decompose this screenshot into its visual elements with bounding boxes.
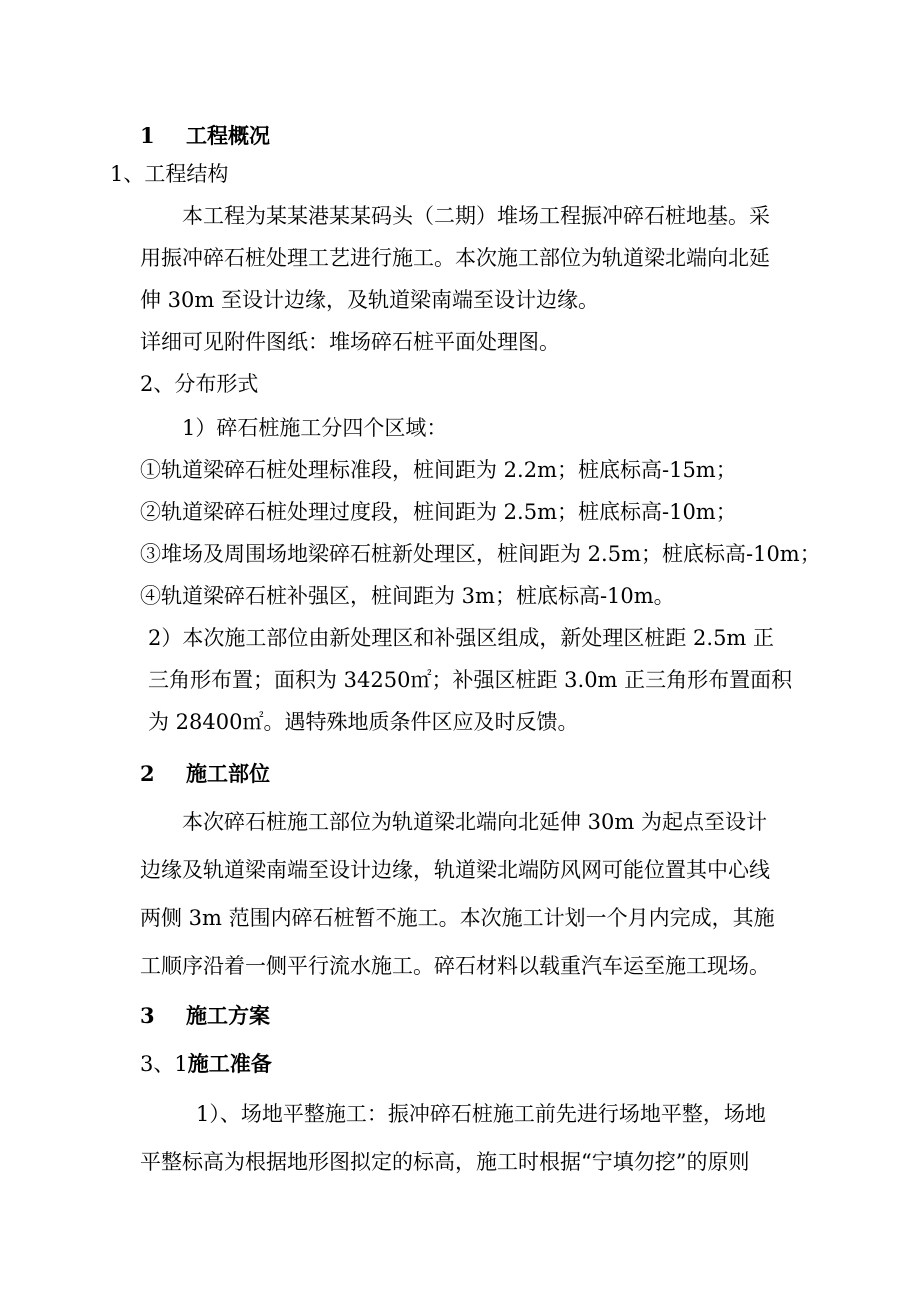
subsection-3-1-title: 施工准备 [187,1051,272,1076]
subsection-3-1-heading [140,1050,272,1078]
paragraph-line: 用振冲碎石桩处理工艺进行施工。本次施工部位为轨道梁北端向北延 [140,246,770,270]
zone-item: ②轨道梁碎石桩处理过度段，桩间距为 2.5m；桩底标高-10m； [140,500,737,524]
list-item-line: 为 28400㎡。遇特殊地质条件区应及时反馈。 [148,710,579,734]
list-item: 1）碎石桩施工分四个区域： [182,416,448,440]
subsection-1-2-title: 2、分布形式 [140,372,259,396]
section-1-number: 1 [140,123,155,148]
paragraph-line: 本次碎石桩施工部位为轨道梁北端向北延伸 30m 为起点至设计 [182,810,767,834]
zone-item: ①轨道梁碎石桩处理标准段，桩间距为 2.2m；桩底标高-15m； [140,458,737,482]
section-3-heading [140,1002,270,1030]
zone-item: ③堆场及周围场地梁碎石桩新处理区，桩间距为 2.5m；桩底标高-10m； [140,542,821,566]
subsection-1-1-title: 1、工程结构 [110,162,229,186]
paragraph-line: 详细可见附件图纸：堆场碎石桩平面处理图。 [140,330,560,354]
section-3-title: 施工方案 [186,1003,270,1028]
paragraph-line: 工顺序沿着一侧平行流水施工。碎石材料以载重汽车运至施工现场。 [140,954,770,978]
list-item: 2）本次施工部位由新处理区和补强区组成，新处理区桩距 2.5m 正 [148,626,775,650]
paragraph-line: 两侧 3m 范围内碎石桩暂不施工。本次施工计划一个月内完成，其施 [140,906,775,930]
section-1-title: 工程概况 [186,123,270,148]
paragraph-line: 边缘及轨道梁南端至设计边缘，轨道梁北端防风网可能位置其中心线 [140,858,770,882]
paragraph-line: 平整标高为根据地形图拟定的标高，施工时根据“宁填勿挖”的原则 [140,1150,750,1174]
section-2-number: 2 [140,761,155,786]
section-2-heading [140,760,270,788]
section-3-number: 3 [140,1003,155,1028]
paragraph-line: 1）、场地平整施工：振冲碎石桩施工前先进行场地平整，场地 [196,1102,766,1126]
paragraph-line: 本工程为某某港某某码头（二期）堆场工程振冲碎石桩地基。采 [182,204,770,228]
section-2-title: 施工部位 [186,761,270,786]
list-item-line: 三角形布置；面积为 34250㎡；补强区桩距 3.0m 正三角形布置面积 [148,668,793,692]
subsection-3-1-number: 3、1 [140,1052,188,1076]
section-1-heading [140,122,270,150]
zone-item: ④轨道梁碎石桩补强区，桩间距为 3m；桩底标高-10m。 [140,584,675,608]
paragraph-line: 伸 30m 至设计边缘，及轨道梁南端至设计边缘。 [140,288,599,312]
